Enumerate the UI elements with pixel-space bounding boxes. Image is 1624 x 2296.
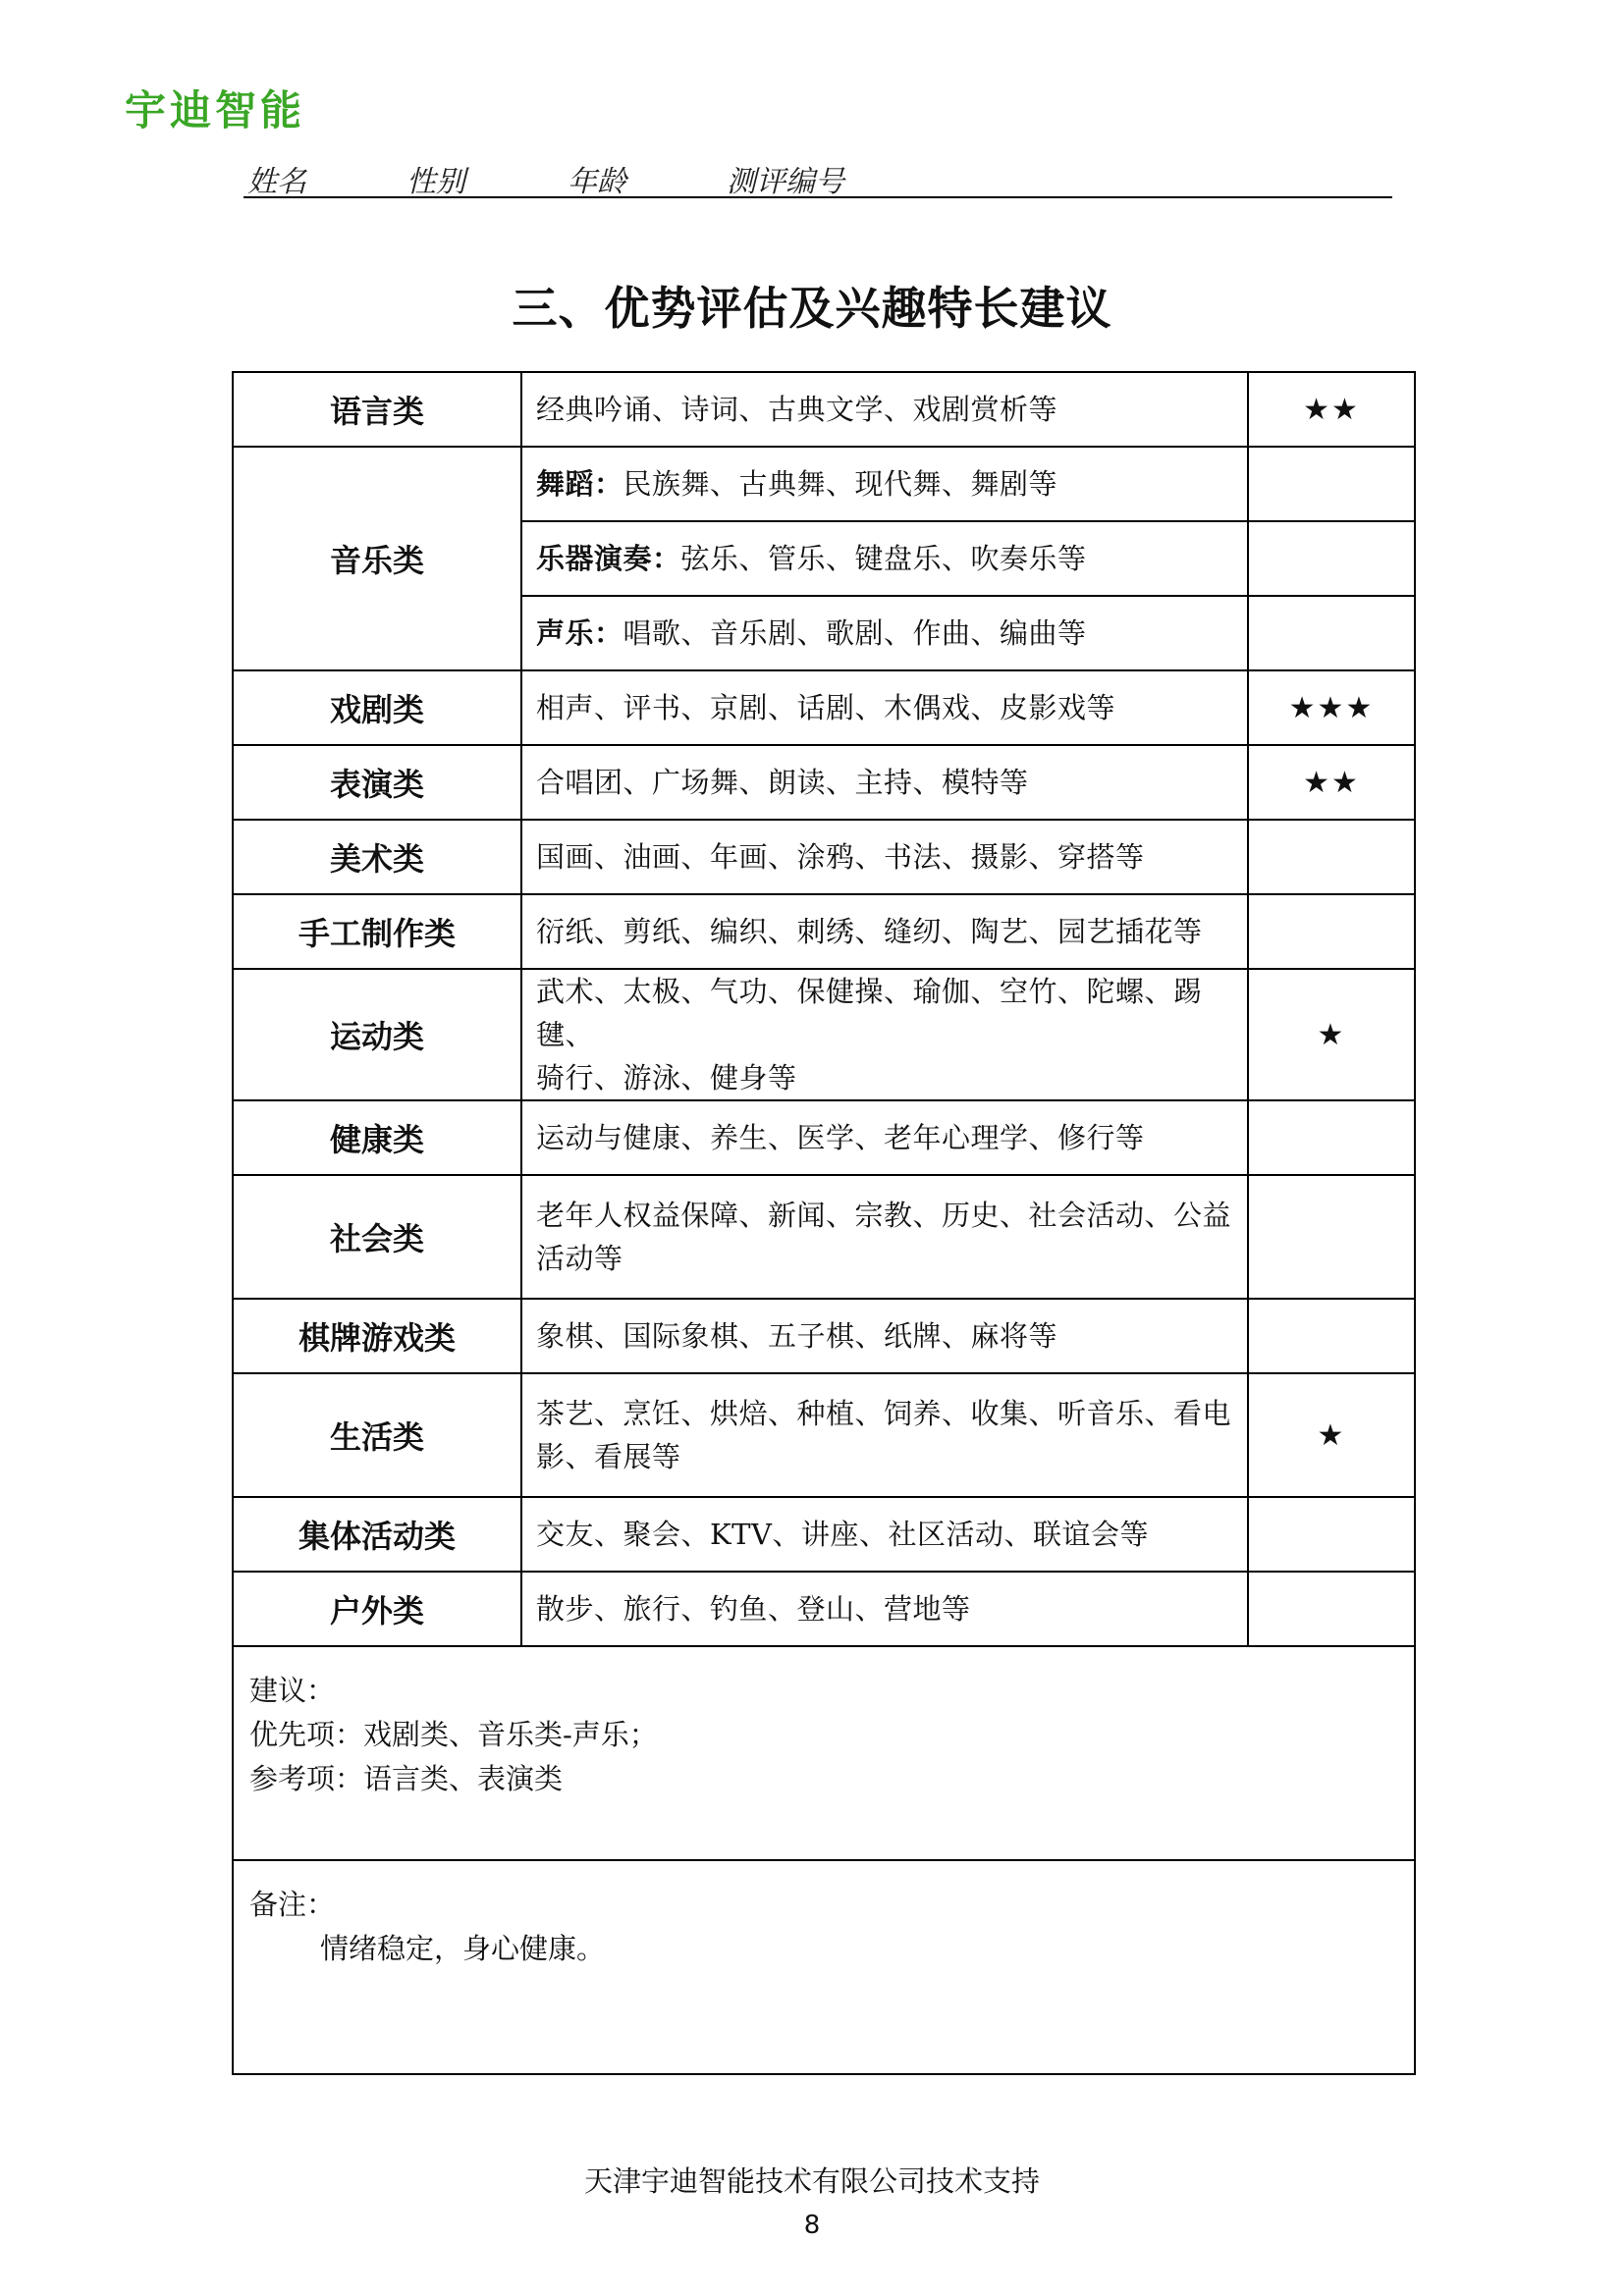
- rating-stars: [1248, 1572, 1415, 1646]
- suggestion-row: [233, 1646, 1415, 1860]
- items-line: 武术、太极、气功、保健操、瑜伽、空竹、陀螺、踢毽、: [536, 975, 1203, 1051]
- items-line: 骑行、游泳、健身等: [536, 1061, 797, 1095]
- table-row: [233, 820, 1415, 894]
- rating-stars: [1248, 820, 1415, 894]
- category-cell: 健康类: [233, 1100, 521, 1175]
- items-cell: 运动与健康、养生、医学、老年心理学、修行等: [521, 1100, 1248, 1175]
- footer-support-text: 天津宇迪智能技术有限公司技术支持: [583, 2164, 1040, 2198]
- remark-content: 情绪稳定，身心健康。: [320, 1932, 606, 1965]
- items-line: 活动等: [536, 1242, 623, 1275]
- items-cell: 相声、评书、京剧、话剧、木偶戏、皮影戏等: [521, 670, 1248, 745]
- table-row: [233, 1497, 1415, 1572]
- category-cell: 户外类: [233, 1572, 521, 1646]
- items-cell: [521, 1373, 1248, 1497]
- category-cell: 美术类: [233, 820, 521, 894]
- rating-stars: [1248, 521, 1415, 596]
- remark-cell: [233, 1860, 1415, 2074]
- rating-stars: ★: [1248, 969, 1415, 1100]
- table-row: [233, 1373, 1415, 1497]
- rating-stars: ★★: [1248, 745, 1415, 820]
- gender-field-label: 性别: [406, 165, 465, 199]
- category-cell: 戏剧类: [233, 670, 521, 745]
- items-cell: 国画、油画、年画、涂鸦、书法、摄影、穿搭等: [521, 820, 1248, 894]
- table-row: [233, 1175, 1415, 1299]
- items-cell: [521, 969, 1248, 1100]
- rating-stars: ★★: [1248, 372, 1415, 447]
- header-fields-line: [244, 155, 1392, 198]
- items-cell: [521, 521, 1248, 596]
- category-cell: 语言类: [233, 372, 521, 447]
- category-cell: 棋牌游戏类: [233, 1299, 521, 1373]
- sub-label: 声乐：: [536, 616, 623, 650]
- priority-items: 优先项：戏剧类、音乐类-声乐；: [249, 1718, 658, 1751]
- items-cell: 衍纸、剪纸、编织、刺绣、缝纫、陶艺、园艺插花等: [521, 894, 1248, 969]
- items-cell: 散步、旅行、钓鱼、登山、营地等: [521, 1572, 1248, 1646]
- items-cell: 交友、聚会、KTV、讲座、社区活动、联谊会等: [521, 1497, 1248, 1572]
- id-field-label: 测评编号: [727, 165, 844, 199]
- category-cell: 表演类: [233, 745, 521, 820]
- rating-stars: [1248, 596, 1415, 670]
- items-line: 老年人权益保障、新闻、宗教、历史、社会活动、公益: [536, 1199, 1232, 1232]
- assessment-table: [232, 371, 1416, 2075]
- items-cell: 合唱团、广场舞、朗读、主持、模特等: [521, 745, 1248, 820]
- table-row: [233, 447, 1415, 521]
- rating-stars: [1248, 1299, 1415, 1373]
- table-row: [233, 969, 1415, 1100]
- table-row: [233, 1572, 1415, 1646]
- sub-label: 舞蹈：: [536, 467, 623, 501]
- items-cell: [521, 1175, 1248, 1299]
- category-cell: 生活类: [233, 1373, 521, 1497]
- table-row: [233, 1299, 1415, 1373]
- items-cell: [521, 596, 1248, 670]
- rating-stars: [1248, 894, 1415, 969]
- name-field-label: 姓名: [247, 165, 306, 199]
- suggestion-heading: 建议：: [249, 1674, 336, 1707]
- remark-heading: 备注：: [249, 1888, 336, 1921]
- table-row: [233, 670, 1415, 745]
- items-cell: 经典吟诵、诗词、古典文学、戏剧赏析等: [521, 372, 1248, 447]
- sub-items: 唱歌、音乐剧、歌剧、作曲、编曲等: [623, 616, 1087, 650]
- age-field-label: 年龄: [568, 165, 626, 199]
- items-line: 茶艺、烹饪、烘焙、种植、饲养、收集、听音乐、看电: [536, 1397, 1232, 1430]
- category-cell: 手工制作类: [233, 894, 521, 969]
- brand-logo: 宇迪智能: [125, 86, 306, 134]
- remark-row: [233, 1860, 1415, 2074]
- sub-label: 乐器演奏：: [536, 542, 681, 575]
- table-row: [233, 1100, 1415, 1175]
- rating-stars: ★★★: [1248, 670, 1415, 745]
- sub-items: 弦乐、管乐、键盘乐、吹奏乐等: [680, 542, 1087, 575]
- sub-items: 民族舞、古典舞、现代舞、舞剧等: [623, 467, 1058, 501]
- rating-stars: [1248, 1175, 1415, 1299]
- reference-items: 参考项：语言类、表演类: [249, 1762, 564, 1795]
- page-number: 8: [803, 2211, 821, 2240]
- category-cell: 集体活动类: [233, 1497, 521, 1572]
- category-cell: 社会类: [233, 1175, 521, 1299]
- rating-stars: [1248, 1497, 1415, 1572]
- page-title: 三、优势评估及兴趣特长建议: [512, 282, 1112, 335]
- rating-stars: [1248, 447, 1415, 521]
- table-row: [233, 894, 1415, 969]
- rating-stars: ★: [1248, 1373, 1415, 1497]
- items-cell: 象棋、国际象棋、五子棋、纸牌、麻将等: [521, 1299, 1248, 1373]
- category-cell: 音乐类: [233, 447, 521, 670]
- table-row: [233, 372, 1415, 447]
- rating-stars: [1248, 1100, 1415, 1175]
- items-line: 影、看展等: [536, 1440, 681, 1473]
- table-row: [233, 745, 1415, 820]
- category-cell: 运动类: [233, 969, 521, 1100]
- suggestion-cell: [233, 1646, 1415, 1860]
- items-cell: [521, 447, 1248, 521]
